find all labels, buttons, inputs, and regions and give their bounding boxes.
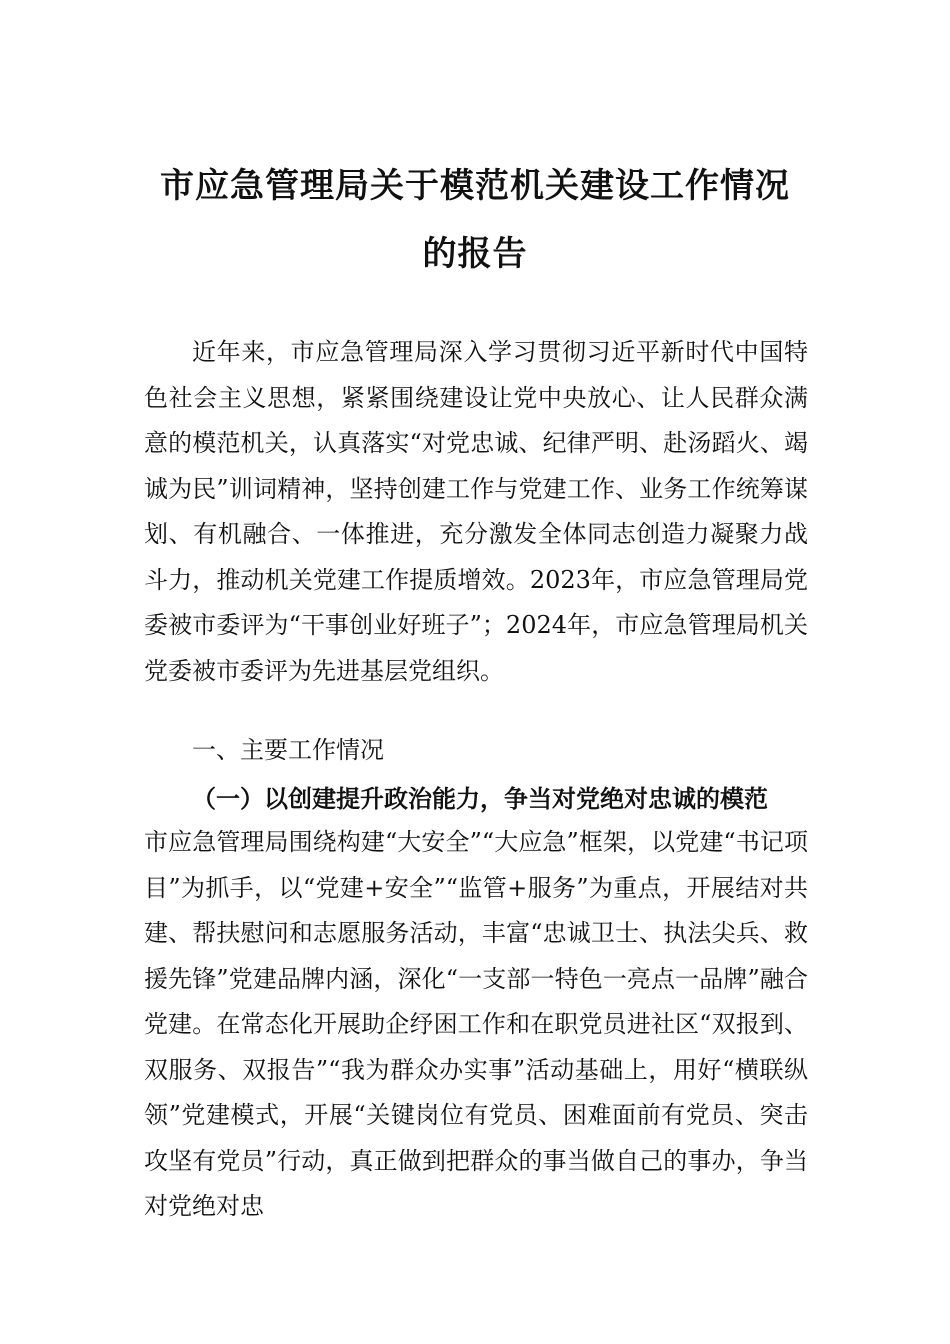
subsection-heading-political-ability: （一）以创建提升政治能力，争当对党绝对忠诚的模范 (192, 784, 768, 813)
intro-paragraph: 近年来，市应急管理局深入学习贯彻习近平新时代中国特色社会主义思想，紧紧围绕建设让党中央放心、让人民群众满意的模范机关，认真落实“对党忠诚、纪律严明、赴汤蹈火、竭诚为民”训词精神，坚持创建工作与党建工作、业务工作统筹谋划、有机融合、一体推进，充分激发全体同志创造力凝聚力战斗力，推动机关党建工作提质增效。2023年，市应急管理局党委被市委评为“干事创业好班子”；2024年，市应急管理局机关党委被市委评为先进基层党组织。 (144, 338, 808, 685)
document-title-line-2: 的报告 (422, 234, 528, 274)
section-heading-main-work: 一、主要工作情况 (192, 736, 384, 764)
subsection-paragraph: 市应急管理局围绕构建“大安全”“大应急”框架，以党建“书记项目”为抓手，以“党建+安全”“监管+服务”为重点，开展结对共建、帮扶慰问和志愿服务活动，丰富“忠诚卫士、执法尖兵、救援先锋”党建品牌内涵，深化“一支部一特色一亮点一品牌”融合党建。在常态化开展助企纾困工作和在职党员进社区“双报到、双服务、双报告”“我为群众办实事”活动基础上，用好“横联纵领”党建模式，开展“关键岗位有党员、困难面前有党员、突击攻坚有党员”行动，真正做到把群众的事当做自己的事办，争当对党绝对忠 (144, 828, 808, 1220)
document-title-line-1: 市应急管理局关于模范机关建设工作情况 (160, 166, 790, 206)
